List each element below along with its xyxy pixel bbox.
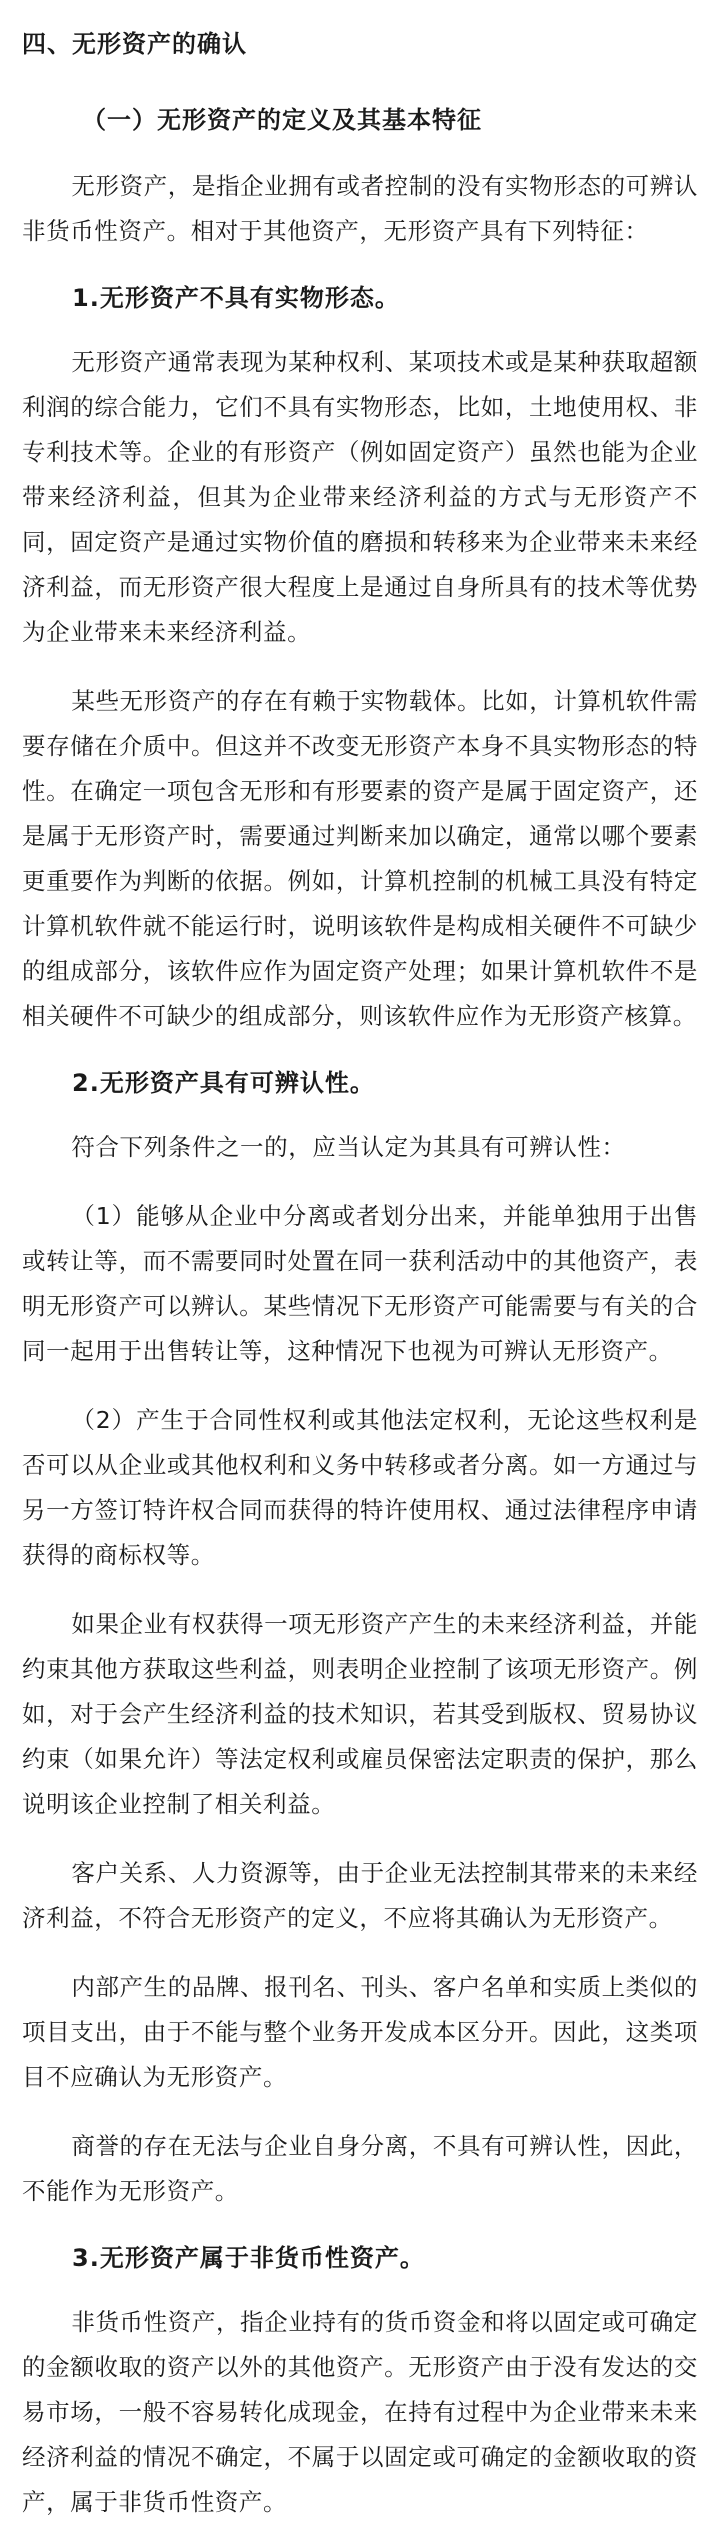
feature-2-paragraph-7: 商誉的存在无法与企业自身分离，不具有可辨认性，因此，不能作为无形资产。 xyxy=(22,2132,698,2205)
feature-2-paragraph-1: 符合下列条件之一的，应当认定为其具有可辨认性： xyxy=(71,1133,626,1161)
feature-1-paragraph-1: 无形资产通常表现为某种权利、某项技术或是某种获取超额利润的综合能力，它们不具有实物形态，比如，土地使用权、非专利技术等。企业的有形资产（例如固定资产）虽然也能为企业带来经济利益，但其为企业带来经济利益的方式与无形资产不同，固定资产是通过实物价值的磨损和转移来为企业带来未来经济利益，而无形资产很大程度上是通过自身所具有的技术等优势为企业带来未来经济利益。 xyxy=(22,348,698,646)
section-heading: 四、无形资产的确认 xyxy=(22,30,247,58)
subsection-heading: （一）无形资产的定义及其基本特征 xyxy=(82,106,482,134)
feature-3-title: 3.无形资产属于非货币性资产。 xyxy=(72,2244,425,2272)
feature-2-title: 2.无形资产具有可辨认性。 xyxy=(72,1069,375,1097)
feature-1-paragraph-2: 某些无形资产的存在有赖于实物载体。比如，计算机软件需要存储在介质中。但这并不改变无形资产本身不具实物形态的特性。在确定一项包含无形和有形要素的资产是属于固定资产，还是属于无形资产时，需要通过判断来加以确定，通常以哪个要素更重要作为判断的依据。例如，计算机控制的机械工具没有特定计算机软件就不能运行时，说明该软件是构成相关硬件不可缺少的组成部分，该软件应作为固定资产处理；如果计算机软件不是相关硬件不可缺少的组成部分，则该软件应作为无形资产核算。 xyxy=(22,687,698,1030)
feature-2-paragraph-5: 客户关系、人力资源等，由于企业无法控制其带来的未来经济利益，不符合无形资产的定义，不应将其确认为无形资产。 xyxy=(22,1859,698,1932)
feature-2-paragraph-6: 内部产生的品牌、报刊名、刊头、客户名单和实质上类似的项目支出，由于不能与整个业务开发成本区分开。因此，这类项目不应确认为无形资产。 xyxy=(22,1973,698,2091)
feature-1-title: 1.无形资产不具有实物形态。 xyxy=(72,284,400,312)
feature-2-paragraph-3: （2）产生于合同性权利或其他法定权利，无论这些权利是否可以从企业或其他权利和义务中转移或者分离。如一方通过与另一方签订特许权合同而获得的特许使用权、通过法律程序申请获得的商标权等。 xyxy=(22,1406,698,1569)
feature-2-paragraph-2: （1）能够从企业中分离或者划分出来，并能单独用于出售或转让等，而不需要同时处置在同一获利活动中的其他资产，表明无形资产可以辨认。某些情况下无形资产可能需要与有关的合同一起用于出售转让等，这种情况下也视为可辨认无形资产。 xyxy=(22,1202,698,1365)
feature-2-paragraph-4: 如果企业有权获得一项无形资产产生的未来经济利益，并能约束其他方获取这些利益，则表明企业控制了该项无形资产。例如，对于会产生经济利益的技术知识，若其受到版权、贸易协议约束（如果允许）等法定权利或雇员保密法定职责的保护，那么说明该企业控制了相关利益。 xyxy=(22,1610,698,1818)
intro-paragraph: 无形资产，是指企业拥有或者控制的没有实物形态的可辨认非货币性资产。相对于其他资产，无形资产具有下列特征： xyxy=(22,172,698,245)
feature-3-paragraph-1: 非货币性资产，指企业持有的货币资金和将以固定或可确定的金额收取的资产以外的其他资产。无形资产由于没有发达的交易市场，一般不容易转化成现金，在持有过程中为企业带来未来经济利益的情况不确定，不属于以固定或可确定的金额收取的资产，属于非货币性资产。 xyxy=(22,2308,698,2516)
